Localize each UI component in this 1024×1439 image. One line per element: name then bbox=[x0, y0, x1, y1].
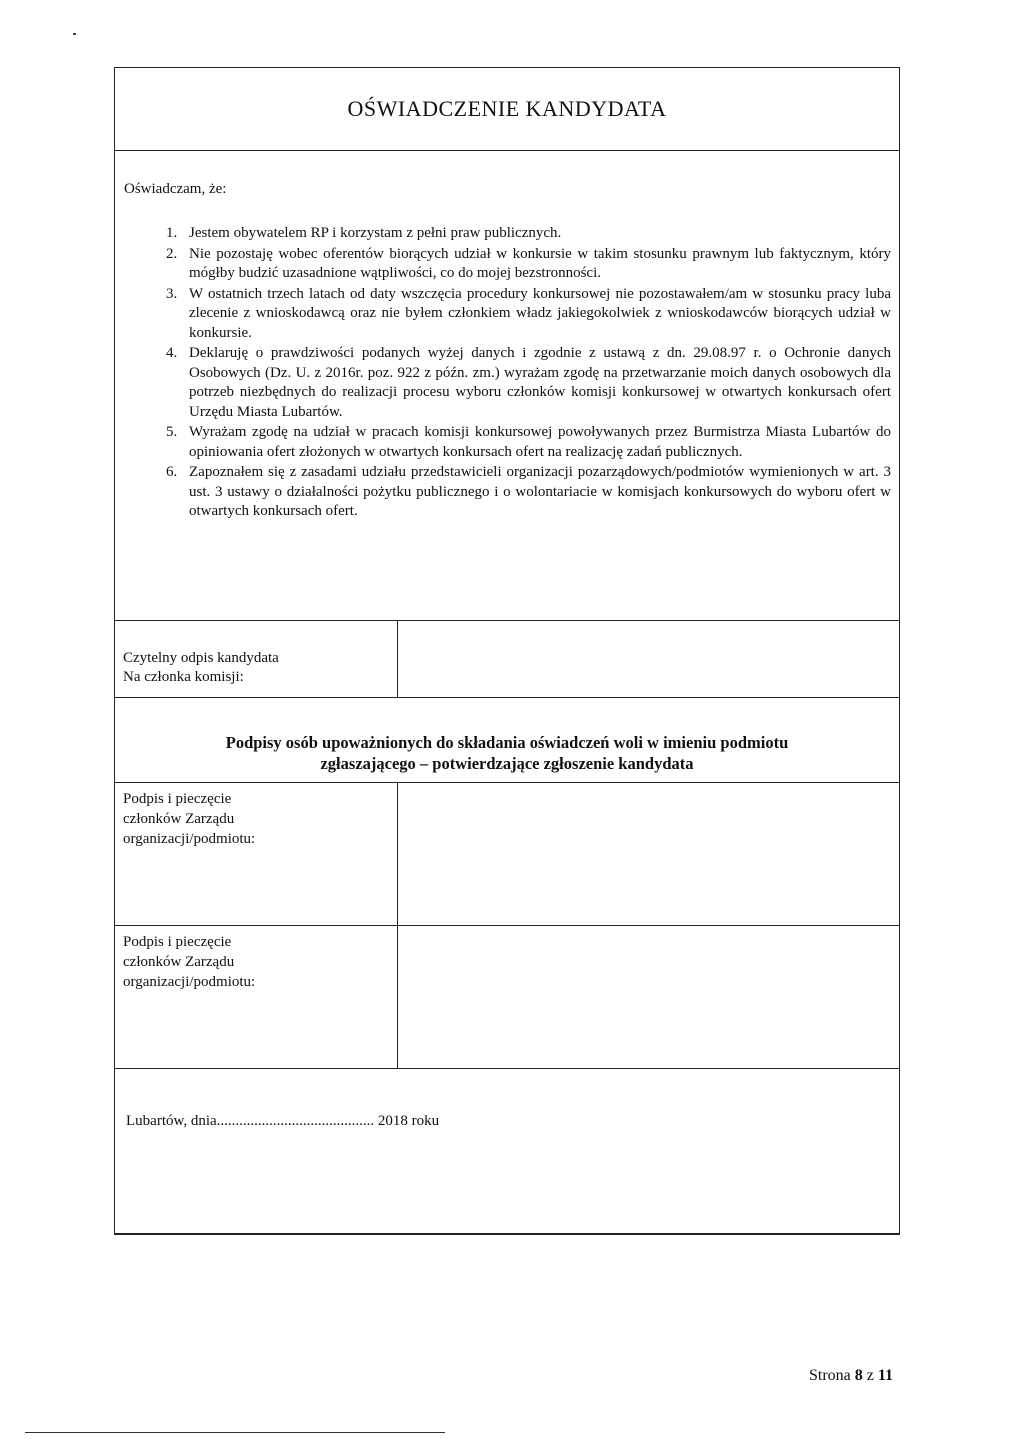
board-signature-label bbox=[115, 783, 398, 925]
date-text: Lubartów, dnia.......................................... 2018 roku bbox=[126, 1113, 440, 1129]
current-page: 8 bbox=[854, 1367, 863, 1384]
board-signature-field[interactable] bbox=[398, 926, 899, 1068]
page-number bbox=[809, 1367, 893, 1385]
board-label-line: organizacji/podmiotu: bbox=[123, 974, 256, 990]
candidate-signature-field[interactable] bbox=[398, 621, 899, 697]
declaration-body bbox=[115, 151, 899, 621]
declaration-item: 3. W ostatnich trzech latach od daty wszczęcia procedury konkursowej nie pozostawałem/am w stosunku pracy luba zlecenie z wnioskodawcą oraz nie byłem członkiem władz jakiegokolwiek z wnioskodawców biorących udział w konkursie. bbox=[181, 285, 891, 344]
board-signature-label bbox=[115, 926, 398, 1068]
board-label-line: Podpis i pieczęcie bbox=[123, 791, 232, 807]
declaration-item: 2. Nie pozostaję wobec oferentów biorących udział w konkursie w takim stosunku prawnym lub faktycznym, który mógłby budzić uzasadnione wątpliwości, co do mojej bezstronności. bbox=[181, 245, 891, 284]
board-label-line: członków Zarządu bbox=[123, 811, 235, 827]
form-title: OŚWIADCZENIE KANDYDATA bbox=[115, 68, 899, 151]
board-label-line: członków Zarządu bbox=[123, 954, 235, 970]
board-signature-row bbox=[115, 926, 899, 1069]
board-label-line: organizacji/podmiotu: bbox=[123, 831, 256, 847]
board-signature-row bbox=[115, 783, 899, 926]
candidate-label-line: Czytelny odpis kandydata bbox=[123, 650, 279, 666]
declaration-list bbox=[123, 224, 891, 522]
candidate-signature-row bbox=[115, 621, 899, 698]
board-signature-field[interactable] bbox=[398, 783, 899, 925]
declaration-item: 1. Jestem obywatelem RP i korzystam z pełni praw publicznych. bbox=[181, 224, 891, 244]
total-pages: 11 bbox=[877, 1367, 893, 1384]
board-label-line: Podpis i pieczęcie bbox=[123, 934, 232, 950]
scan-mark bbox=[73, 33, 76, 35]
candidate-label-line: Na członka komisji: bbox=[123, 669, 244, 685]
page-mid: z bbox=[862, 1367, 878, 1384]
declaration-item: 5. Wyrażam zgodę na udział w pracach komisji konkursowej powoływanych przez Burmistrza Miasta Lubartów do opiniowania ofert złożonych w otwartych konkursach ofert na realizację zadań publicznych. bbox=[181, 423, 891, 462]
signatures-heading-line: zgłaszającego – potwierdzające zgłoszenie kandydata bbox=[320, 754, 694, 773]
signatures-heading bbox=[115, 698, 899, 783]
signatures-heading-line: Podpisy osób upoważnionych do składania oświadczeń woli w imieniu podmiotu bbox=[225, 733, 789, 752]
candidate-signature-label bbox=[115, 621, 398, 697]
declaration-item: 4. Deklaruję o prawdziwości podanych wyżej danych i zgodnie z ustawą z dn. 29.08.97 r. o Ochronie danych Osobowych (Dz. U. z 2016r. poz. 922 z późn. zm.) wyrażam zgodę na przetwarzanie moich danych osobowych dla potrzeb niezbędnych do realizacji procesu wyboru członków komisji konkursowej w otwartych konkursach ofert Urzędu Miasta Lubartów. bbox=[181, 344, 891, 422]
footer-rule bbox=[25, 1432, 445, 1433]
declaration-item: 6. Zapoznałem się z zasadami udziału przedstawicieli organizacji pozarządowych/podmiotów wymienionych w art. 3 ust. 3 ustawy o działalności pożytku publicznego i o wolontariacie w komisjach konkursowych do wyboru ofert w otwartych konkursach ofert. bbox=[181, 463, 891, 522]
frame-edge bbox=[114, 1060, 115, 1132]
date-line bbox=[114, 1060, 524, 1129]
page-prefix: Strona bbox=[808, 1367, 855, 1384]
intro-text: Oświadczam, że: bbox=[124, 181, 227, 197]
